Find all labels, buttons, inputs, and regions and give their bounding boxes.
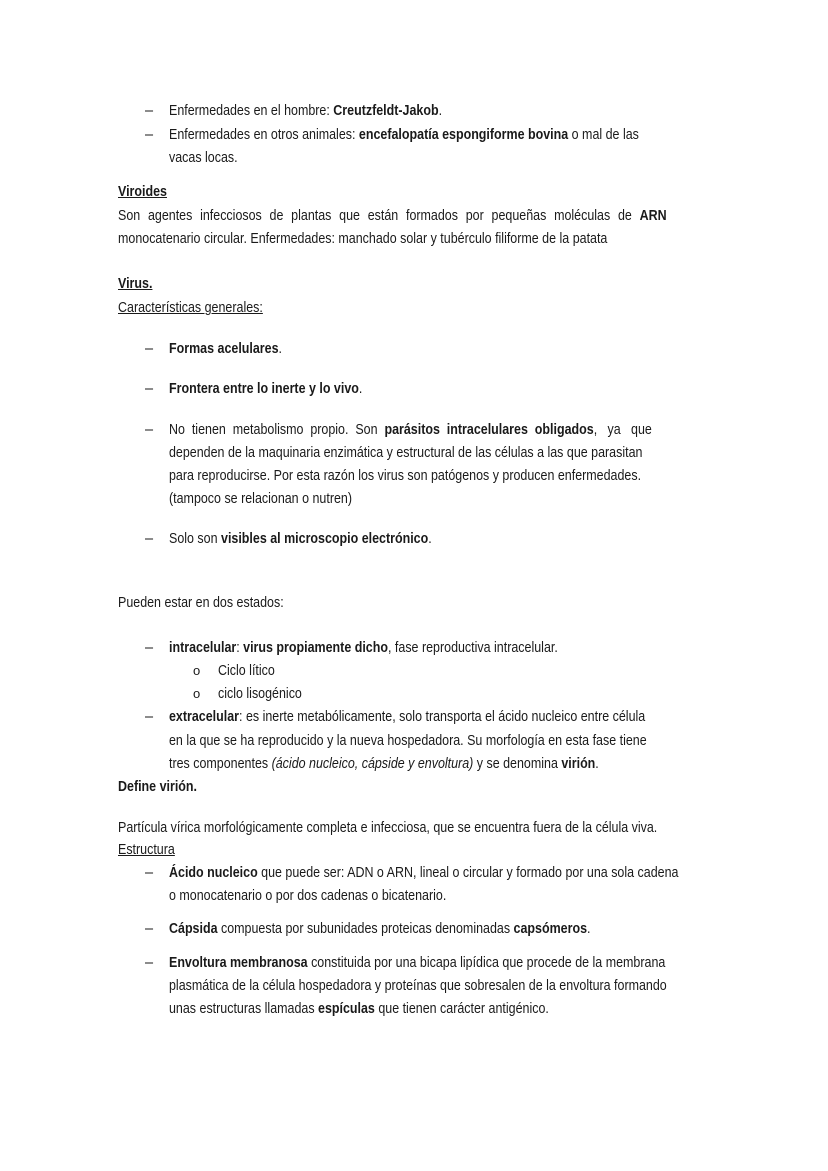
virus-feature-parasitos-line2: dependen de la maquinaria enzimática y estructural de las células a las que parasitan [169, 445, 643, 461]
virion-definition: Partícula vírica morfológicamente completa e infecciosa, que se encuentra fuera de la célula viva. [118, 820, 658, 836]
virus-feature-frontera: Frontera entre lo inerte y lo vivo. [169, 381, 363, 397]
estructura-envoltura-line2: plasmática de la célula hospedadora y proteínas que sobresalen de la envoltura formando [169, 978, 667, 994]
dash-bullet: – [145, 865, 154, 881]
section-heading-virus: Virus. [118, 276, 153, 292]
prion-item-human: Enfermedades en el hombre: Creutzfeldt-Jakob. [169, 103, 443, 119]
section-heading-viroides: Viroides [118, 184, 167, 200]
circle-bullet: o [193, 663, 201, 678]
estructura-envoltura-line1: Envoltura membranosa constituida por una bicapa lipídica que procede de la membrana [169, 955, 666, 971]
virus-feature-microscopio: Solo son visibles al microscopio electrónico. [169, 531, 432, 547]
circle-bullet: o [193, 686, 201, 701]
viroides-text-line1: Son agentes infecciosos de plantas que están formados por pequeñas moléculas de ARN [118, 208, 667, 224]
dash-bullet: – [145, 531, 154, 547]
virus-feature-parasitos-line4: (tampoco se relacionan o nutren) [169, 491, 353, 507]
virus-feature-parasitos-line3: para reproducirse. Por esta razón los virus son patógenos y producen enfermedades. [169, 468, 642, 484]
estado-extracelular-line1: extracelular: es inerte metabólicamente, solo transporta el ácido nucleico entre célula [169, 709, 646, 725]
virus-feature-parasitos-line1: No tienen metabolismo propio. Son parásitos intracelulares obligados, ya que [169, 422, 652, 438]
dash-bullet: – [145, 103, 154, 119]
estructura-envoltura-line3: unas estructuras llamadas espículas que tienen carácter antigénico. [169, 1001, 549, 1017]
dash-bullet: – [145, 640, 154, 656]
dash-bullet: – [145, 127, 154, 143]
estado-extracelular-line3: tres componentes (ácido nucleico, cápside y envoltura) y se denomina virión. [169, 756, 599, 772]
estado-intracelular: intracelular: virus propiamente dicho, fase reproductiva intracelular. [169, 640, 558, 656]
estado-extracelular-line2: en la que se ha reproducido y la nueva hospedadora. Su morfología en esta fase tiene [169, 733, 647, 749]
viroides-text-line2: monocatenario circular. Enfermedades: manchado solar y tubérculo filiforme de la patata [118, 231, 608, 247]
ciclo-litico: Ciclo lítico [218, 663, 275, 679]
prion-item-animals-cont: vacas locas. [169, 150, 238, 166]
dash-bullet: – [145, 422, 154, 438]
estructura-capsida: Cápsida compuesta por subunidades proteicas denominadas capsómeros. [169, 921, 591, 937]
ciclo-lisogenico: ciclo lisogénico [218, 686, 302, 702]
estructura-acido-line1: Ácido nucleico que puede ser: ADN o ARN, lineal o circular y formado por una sola cadena [169, 865, 679, 881]
dash-bullet: – [145, 381, 154, 397]
estados-intro: Pueden estar en dos estados: [118, 595, 284, 611]
dash-bullet: – [145, 341, 154, 357]
subheading-estructura: Estructura [118, 842, 175, 858]
dash-bullet: – [145, 921, 154, 937]
section-heading-virion: Define virión. [118, 779, 197, 795]
virus-feature-acelulares: Formas acelulares. [169, 341, 282, 357]
prion-item-animals: Enfermedades en otros animales: encefalopatía espongiforme bovina o mal de las [169, 127, 639, 143]
dash-bullet: – [145, 709, 154, 725]
dash-bullet: – [145, 955, 154, 971]
subheading-caracteristicas: Características generales: [118, 300, 263, 316]
estructura-acido-line2: o monocatenario o por dos cadenas o bicatenario. [169, 888, 447, 904]
